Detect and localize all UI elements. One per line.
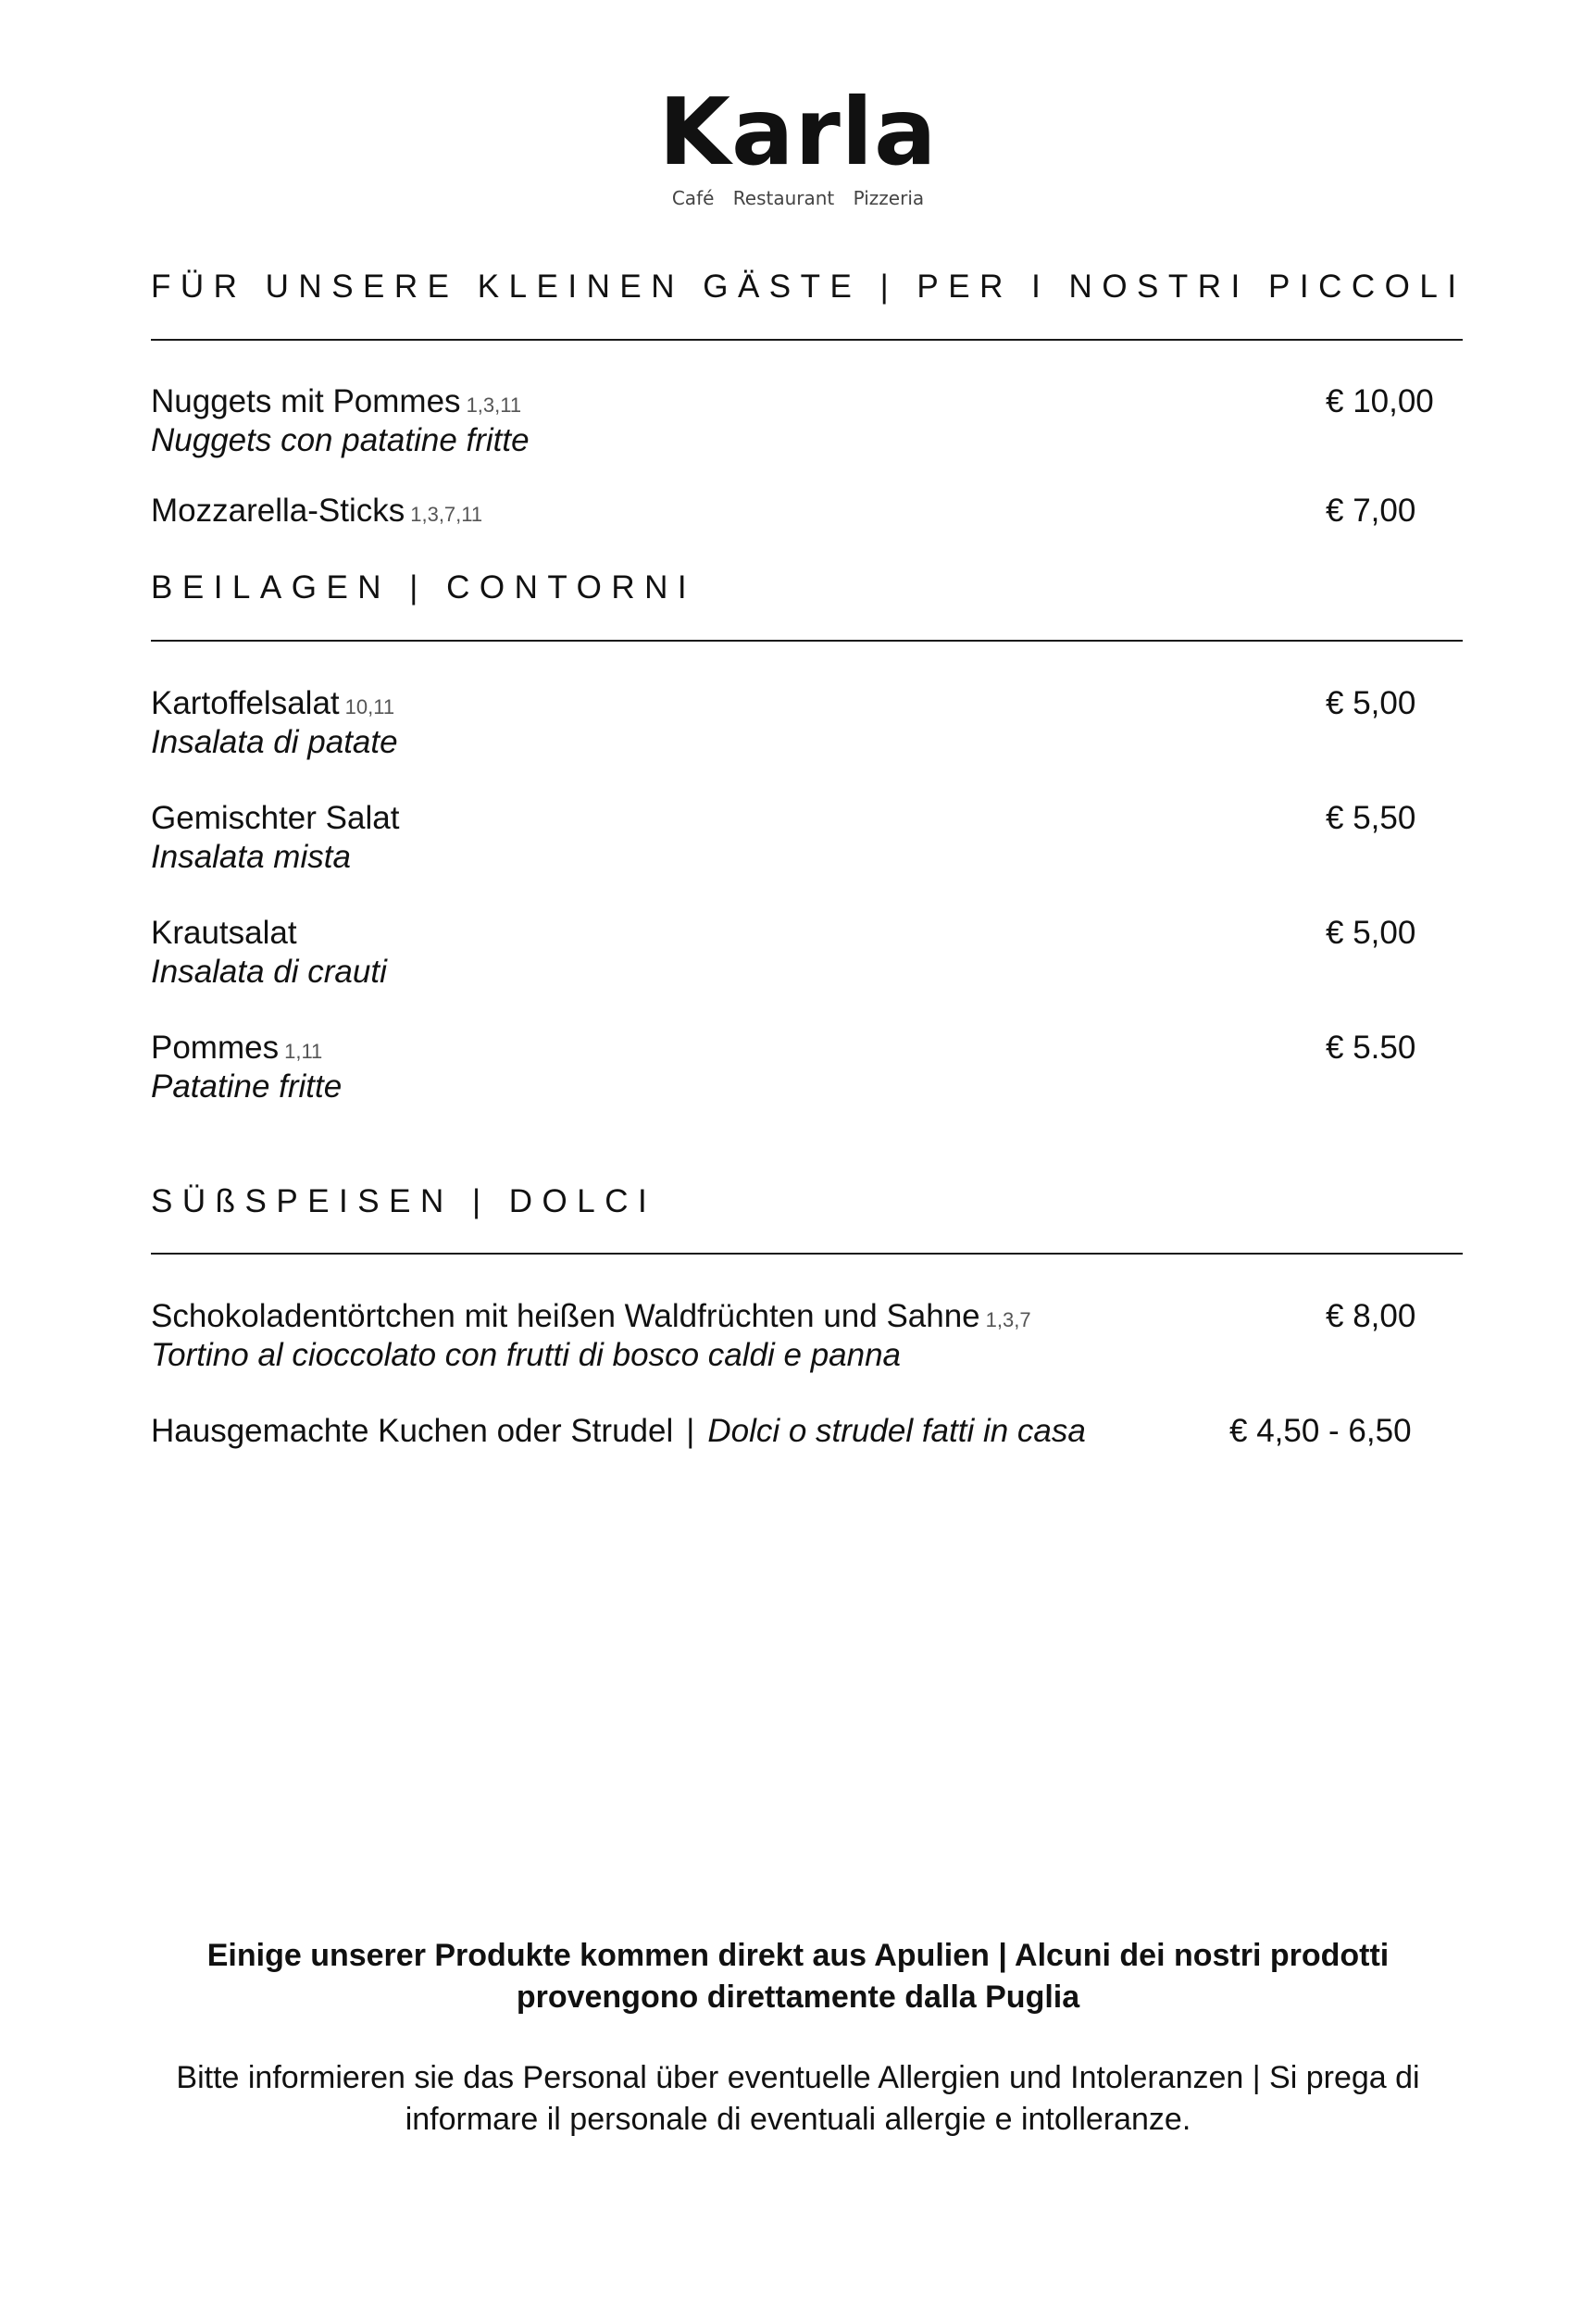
menu-item-price: € 7,00 [1326,493,1416,529]
menu-item-price: € 5.50 [1326,1030,1416,1066]
menu-item-subtitle: Tortino al cioccolato con frutti di bosco caldi e panna [151,1337,902,1373]
menu-item-price: € 5,00 [1326,685,1416,721]
menu-item-subtitle: Insalata di crauti [151,954,387,990]
section-title-kids: FÜR UNSERE KLEINEN GÄSTE | PER I NOSTRI PICCOLI [151,269,1466,305]
menu-item-name: Schokoladentörtchen mit heißen Waldfrüchten und Sahne 1,3,7 [151,1298,1031,1334]
menu-item-price: € 8,00 [1326,1298,1416,1334]
menu-item-subtitle: Insalata mista [151,839,351,875]
menu-item-name: Gemischter Salat [151,800,400,836]
menu-item-price: € 4,50 - 6,50 [1229,1413,1412,1449]
menu-item-subtitle: Insalata di patate [151,724,398,760]
menu-item-price: € 5,50 [1326,800,1416,836]
menu-item-name: Nuggets mit Pommes 1,3,11 [151,383,522,419]
menu-item-subtitle: Nuggets con patatine fritte [151,422,530,458]
allergen-codes: 1,3,11 [466,393,522,417]
allergen-codes: 10,11 [344,695,395,718]
menu-item-name: Mozzarella-Sticks 1,3,7,11 [151,493,483,529]
allergen-codes: 1,3,7 [985,1308,1031,1331]
logo-subtitle: Café Restaurant Pizzeria [671,187,925,209]
section-divider [151,339,1463,341]
logo-wordmark: Karla [658,78,938,186]
menu-item-name-italian: Dolci o strudel fatti in casa [707,1413,1086,1449]
section-divider [151,1253,1463,1255]
products-origin-note: Einige unserer Produkte kommen direkt aus Apulien | Alcuni dei nostri prodotti provengono direttamente dalla Puglia [206,1938,1390,2015]
menu-item-name: Pommes 1,11 [151,1030,323,1066]
name-separator: | [686,1413,695,1449]
allergen-codes: 1,11 [284,1040,323,1063]
menu-item-price: € 10,00 [1326,383,1434,419]
section-divider [151,640,1463,642]
section-title-desserts: SÜßSPEISEN | DOLCI [151,1183,657,1219]
menu-item-subtitle: Patatine fritte [151,1068,343,1105]
allergen-codes: 1,3,7,11 [410,503,483,526]
menu-item-name: Hausgemachte Kuchen oder Strudel | Dolci o strudel fatti in casa [151,1413,1086,1449]
menu-item-price: € 5,00 [1326,915,1416,951]
menu-item-name: Kartoffelsalat 10,11 [151,685,395,721]
menu-item-name: Krautsalat [151,915,297,951]
section-title-sides: BEILAGEN | CONTORNI [151,569,697,606]
allergy-note: Bitte informieren sie das Personal über eventuelle Allergien und Intoleranzen | Si prega di informare il personale di eventuali allergie e intolleranze. [176,2060,1420,2137]
